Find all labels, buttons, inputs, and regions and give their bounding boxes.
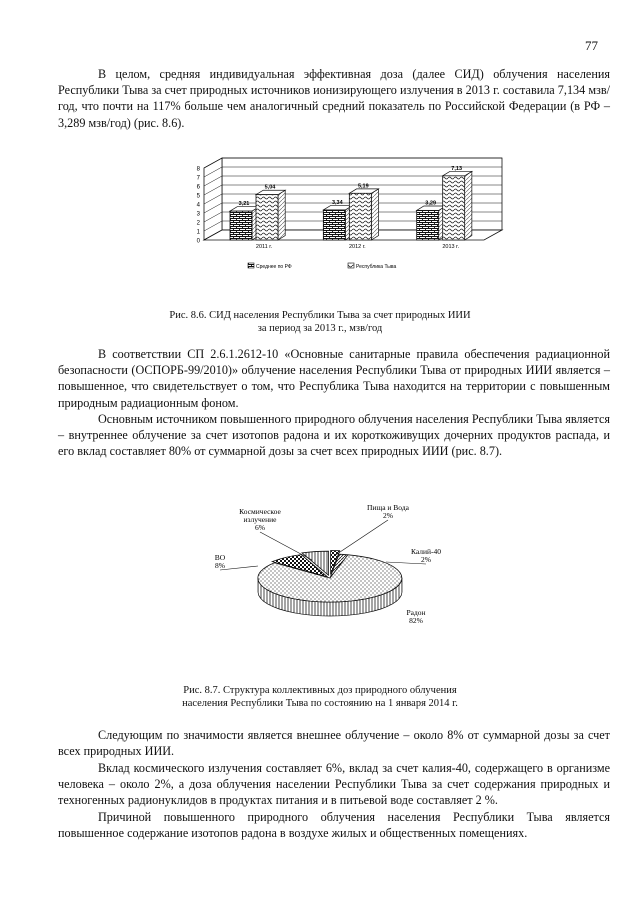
leader-line: [220, 566, 258, 570]
caption-line: Рис. 8.7. Структура коллективных доз природного облучения: [183, 685, 457, 696]
legend-swatch: [248, 263, 254, 268]
bar-value-label: 3,34: [331, 199, 343, 206]
pie-slice-value: 2%: [421, 555, 431, 564]
caption-line: Рис. 8.6. СИД населения Республики Тыва за счет природных ИИИ: [169, 310, 471, 321]
pie-slice-label: Калий-40: [410, 547, 442, 556]
y-tick-label: 1: [196, 229, 200, 236]
y-tick-label: 6: [196, 184, 200, 191]
pie-slice-value: 6%: [255, 523, 265, 532]
bar: [230, 211, 252, 240]
bar-value-label: 3,21: [238, 201, 250, 208]
bar-side: [465, 171, 472, 240]
y-tick-label: 0: [196, 238, 200, 245]
pie-slice-label: излучение: [243, 515, 277, 524]
legend-swatch: [348, 263, 354, 268]
caption-line: за период за 2013 г., мзв/год: [257, 323, 383, 334]
pie-slice-value: 2%: [383, 511, 393, 520]
figure-8-7-caption: [0, 684, 640, 710]
bar-value-label: 3,29: [425, 200, 437, 207]
paragraph-1: В целом, средняя индивидуальная эффективная доза (далее СИД) облучения населения Республики Тыва за счет природных источников ионизирующего излучения в 2013 г. составила 7,134 мзв/год, что почти на 117% больше чем аналогичный средний показатель по Российской Федерации (в РФ – 3,289 мзв/год) (рис. 8.6).: [58, 67, 610, 130]
bar-value-label: 5,04: [264, 184, 276, 191]
y-tick-label: 5: [196, 193, 200, 200]
x-tick-label: 2012 г.: [349, 244, 366, 250]
paragraph-2: В соответствии СП 2.6.1.2612-10 «Основные санитарные правила обеспечения радиационной безопасности (ОСПОРБ-99/2010)» облучение населения Республики Тыва от природных ИИИ является – повышенное, что свидетельствует о том, что Республика Тыва находится на территории с повышенным природным радиационным фоном.: [58, 347, 610, 410]
bar: [323, 210, 345, 240]
page-number: 77: [585, 38, 598, 53]
pie-slice-value: 8%: [215, 561, 225, 570]
bar-value-label: 5,19: [357, 183, 369, 190]
caption-line: населения Республики Тыва по состоянию на 1 января 2014 г.: [182, 698, 458, 709]
paragraph-6: Причиной повышенного природного облучения населения Республики Тыва является повышенное содержание изотопов радона в воздухе жилых и общественных помещениях.: [58, 810, 610, 841]
leader-line: [334, 520, 388, 556]
figure-8-6-caption: [0, 309, 640, 335]
bar-side: [278, 190, 285, 240]
paragraph-3: Основным источником повышенного природного облучения населения Республики Тыва является – внутреннее облучение за счет изотопов радона и их короткоживущих дочерних продуктов распада, и его вклад составляет 80% от суммарной дозы за счет всех природных ИИИ (рис. 8.7).: [58, 412, 610, 459]
pie-slice-value: 82%: [409, 616, 423, 625]
pie-slice-label: ВО: [214, 553, 226, 562]
pie-slice-label: Пища и Вода: [367, 503, 409, 512]
leader-line: [386, 562, 426, 564]
x-tick-label: 2011 г.: [255, 244, 273, 250]
pie-slice-label: Космическое: [239, 507, 281, 516]
y-tick-label: 8: [196, 166, 200, 173]
bar-chart: [190, 140, 520, 280]
bar-side: [371, 189, 378, 240]
y-tick-label: 7: [196, 175, 200, 182]
leader-line: [260, 532, 312, 560]
y-tick-label: 3: [196, 211, 200, 218]
pie-slice-label: Радон: [406, 608, 426, 617]
bar: [349, 193, 371, 240]
legend-label: Среднее по РФ: [256, 264, 292, 270]
bar: [417, 210, 439, 240]
y-tick-label: 4: [196, 202, 200, 209]
x-tick-label: 2013 г.: [442, 244, 459, 250]
paragraph-4: Следующим по значимости является внешнее облучение – около 8% от суммарной дозы за счет всех природных ИИИ.: [58, 728, 610, 759]
bar: [256, 195, 278, 240]
legend-label: Республика Тыва: [356, 264, 397, 270]
y-tick-label: 2: [196, 220, 200, 227]
bar-value-label: 7,13: [451, 165, 463, 172]
bar: [443, 176, 465, 240]
paragraph-5: Вклад космического излучения составляет 6%, вклад за счет калия-40, содержащего в организме человека – около 2%, а доза облучения населении Республики Тыва за счет содержания природных и техногенных радионуклидов в продуктах питания и в питьевой воде составляет 2 %.: [58, 761, 610, 808]
pie-chart: [200, 500, 460, 635]
